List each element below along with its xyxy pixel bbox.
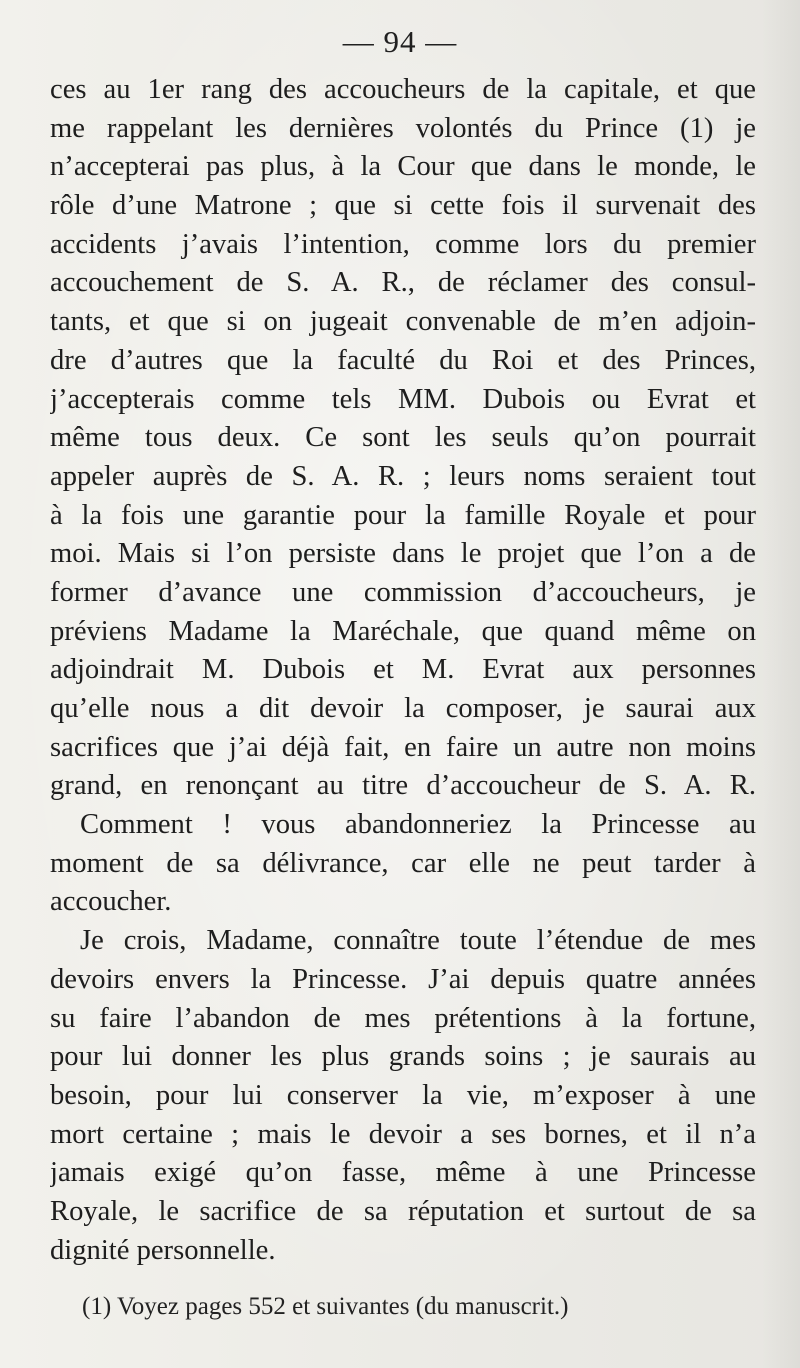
text-line: rôle d’une Matrone ; que si cette fois il survenait des [50,190,756,222]
text-line: ces au 1er rang des accoucheurs de la capitale, et que [50,74,756,105]
text-line: accidents j’avais l’intention, comme lors du premier [50,228,756,260]
paragraph-3 [50,922,756,1270]
text-line: devoirs envers la Princesse. J’ai depuis quatre années [50,963,756,995]
page-number: — 94 — [342,24,458,59]
text-line: qu’elle nous a dit devoir la composer, je saurai aux [50,693,756,724]
text-line: même tous deux. Ce sont les seuls qu’on pourrait [50,422,756,454]
text-line: jamais exigé qu’on fasse, même à une Princesse [50,1157,756,1189]
text-line: moment de sa délivrance, car elle ne peut tarder à [50,847,756,879]
paragraph-1 [50,71,756,806]
body-text [50,71,756,1270]
text-line: à la fois une garantie pour la famille Royale et pour [50,499,756,531]
text-line: tants, et que si on jugeait convenable de m’en adjoin- [50,306,756,338]
page-edge-shadow [762,0,800,1368]
text-line: pour lui donner les plus grands soins ; je saurais au [50,1041,756,1073]
text-line: me rappelant les dernières volontés du Prince (1) je [50,112,756,144]
text-line: dre d’autres que la faculté du Roi et des Princes, [50,344,756,376]
paragraph-2 [50,806,756,922]
text-line: dignité personnelle. [50,1234,276,1266]
text-line: j’accepterais comme tels MM. Dubois ou Evrat et [50,383,756,415]
text-line: préviens Madame la Maréchale, que quand même on [50,615,756,647]
text-line: accouchement de S. A. R., de réclamer des consul- [50,267,756,299]
text-line: besoin, pour lui conserver la vie, m’exposer à une [50,1079,756,1111]
text-line: Royale, le sacrifice de sa réputation et surtout de sa [50,1195,756,1227]
text-line: accoucher. [50,886,172,918]
text-line: n’accepterai pas plus, à la Cour que dans le monde, le [50,151,756,183]
text-line: former d’avance une commission d’accoucheurs, je [50,576,756,608]
text-line: mort certaine ; mais le devoir a ses bornes, et il n’a [50,1118,756,1150]
text-line: sacrifices que j’ai déjà fait, en faire un autre non moins [50,731,756,763]
text-line: adjoindrait M. Dubois et M. Evrat aux personnes [50,654,756,686]
text-line: grand, en renonçant au titre d’accoucheur de S. A. R. [50,770,756,802]
text-line: Je crois, Madame, connaître toute l’étendue de mes [80,925,756,957]
text-line: Comment ! vous abandonneriez la Princesse au [80,809,756,841]
text-line: appeler auprès de S. A. R. ; leurs noms seraient tout [50,460,756,492]
footnote: (1) Voyez pages 552 et suivantes (du manuscrit.) [82,1293,569,1320]
text-line: moi. Mais si l’on persiste dans le projet que l’on a de [50,538,756,570]
text-line: su faire l’abandon de mes prétentions à la fortune, [50,1002,756,1034]
